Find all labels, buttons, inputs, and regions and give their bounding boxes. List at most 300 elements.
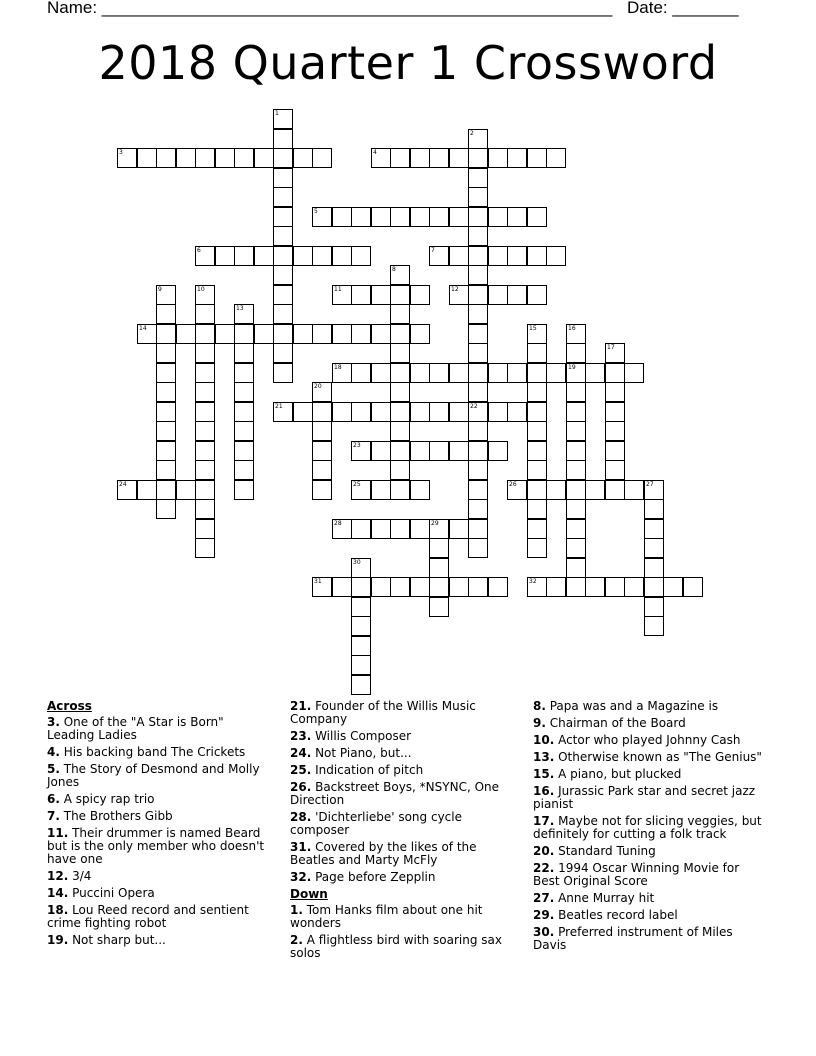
grid-cell[interactable] — [644, 597, 664, 617]
grid-cell[interactable] — [215, 324, 235, 344]
grid-cell[interactable] — [566, 577, 586, 597]
grid-cell[interactable] — [410, 324, 430, 344]
grid-cell[interactable] — [410, 441, 430, 461]
grid-cell[interactable] — [507, 285, 527, 305]
grid-cell[interactable] — [468, 285, 488, 305]
grid-cell[interactable] — [351, 402, 371, 422]
grid-cell[interactable] — [605, 480, 625, 500]
grid-cell[interactable] — [566, 499, 586, 519]
grid-cell[interactable] — [488, 363, 508, 383]
grid-cell[interactable] — [585, 577, 605, 597]
grid-cell[interactable] — [429, 402, 449, 422]
grid-cell[interactable] — [644, 480, 664, 500]
grid-cell[interactable] — [546, 577, 566, 597]
grid-cell[interactable] — [468, 480, 488, 500]
grid-cell[interactable] — [351, 285, 371, 305]
clue-item — [533, 768, 768, 781]
grid-cell[interactable] — [410, 285, 430, 305]
clue-number-label: 26 — [509, 481, 517, 488]
grid-cell[interactable] — [371, 148, 391, 168]
grid-cell[interactable] — [468, 265, 488, 285]
grid-cell[interactable] — [390, 343, 410, 363]
clue-item — [533, 845, 768, 858]
clue-number-label: 27 — [646, 481, 654, 488]
grid-cell[interactable] — [117, 148, 137, 168]
grid-cell[interactable] — [468, 577, 488, 597]
grid-cell[interactable] — [156, 421, 176, 441]
grid-cell[interactable] — [410, 480, 430, 500]
grid-cell[interactable] — [371, 324, 391, 344]
grid-cell[interactable] — [644, 499, 664, 519]
grid-cell[interactable] — [449, 285, 469, 305]
clue-item — [47, 763, 272, 789]
clue-text: Not sharp but... — [68, 933, 166, 947]
grid-cell[interactable] — [449, 519, 469, 539]
grid-cell[interactable] — [585, 363, 605, 383]
grid-cell[interactable] — [312, 441, 332, 461]
grid-cell[interactable] — [507, 363, 527, 383]
grid-cell[interactable] — [351, 675, 371, 695]
grid-cell[interactable] — [663, 577, 683, 597]
grid-cell[interactable] — [468, 460, 488, 480]
grid-cell[interactable] — [371, 207, 391, 227]
grid-cell[interactable] — [488, 441, 508, 461]
grid-cell[interactable] — [156, 343, 176, 363]
grid-cell[interactable] — [468, 226, 488, 246]
grid-cell[interactable] — [332, 207, 352, 227]
grid-cell[interactable] — [390, 148, 410, 168]
grid-cell[interactable] — [273, 226, 293, 246]
grid-cell[interactable] — [507, 246, 527, 266]
grid-cell[interactable] — [644, 616, 664, 636]
clue-text: Their drummer is named Beard but is the only member who doesn't have one — [47, 826, 265, 866]
clue-number-label: 23 — [353, 442, 361, 449]
clue-column-3 — [533, 700, 768, 956]
grid-cell[interactable] — [351, 597, 371, 617]
grid-cell[interactable] — [351, 246, 371, 266]
grid-cell[interactable] — [273, 109, 293, 129]
grid-cell[interactable] — [371, 285, 391, 305]
grid-cell[interactable] — [137, 148, 157, 168]
grid-cell[interactable] — [234, 148, 254, 168]
grid-cell[interactable] — [156, 499, 176, 519]
clue-text: Chairman of the Board — [545, 716, 686, 730]
grid-cell[interactable] — [488, 285, 508, 305]
grid-cell[interactable] — [488, 246, 508, 266]
grid-cell[interactable] — [371, 402, 391, 422]
grid-cell[interactable] — [312, 382, 332, 402]
clue-number: 16. — [533, 784, 555, 798]
grid-cell[interactable] — [683, 577, 703, 597]
grid-cell[interactable] — [312, 402, 332, 422]
grid-cell[interactable] — [410, 402, 430, 422]
grid-cell[interactable] — [137, 480, 157, 500]
grid-cell[interactable] — [624, 480, 644, 500]
grid-cell[interactable] — [273, 129, 293, 149]
grid-cell[interactable] — [429, 246, 449, 266]
grid-cell[interactable] — [195, 343, 215, 363]
grid-cell[interactable] — [254, 246, 274, 266]
grid-cell[interactable] — [644, 558, 664, 578]
grid-cell[interactable] — [410, 148, 430, 168]
grid-cell[interactable] — [273, 187, 293, 207]
grid-cell[interactable] — [566, 460, 586, 480]
grid-cell[interactable] — [527, 246, 547, 266]
grid-cell[interactable] — [332, 519, 352, 539]
grid-cell[interactable] — [332, 246, 352, 266]
grid-cell[interactable] — [449, 441, 469, 461]
grid-cell[interactable] — [527, 343, 547, 363]
grid-cell[interactable] — [195, 246, 215, 266]
grid-cell[interactable] — [312, 421, 332, 441]
grid-cell[interactable] — [293, 148, 313, 168]
grid-cell[interactable] — [566, 402, 586, 422]
grid-cell[interactable] — [390, 519, 410, 539]
grid-cell[interactable] — [234, 402, 254, 422]
grid-cell[interactable] — [468, 246, 488, 266]
clue-column-1 — [47, 700, 272, 951]
grid-cell[interactable] — [527, 324, 547, 344]
grid-cell[interactable] — [410, 207, 430, 227]
grid-cell[interactable] — [468, 538, 488, 558]
grid-cell[interactable] — [351, 519, 371, 539]
grid-cell[interactable] — [527, 148, 547, 168]
grid-cell[interactable] — [195, 363, 215, 383]
grid-cell[interactable] — [390, 285, 410, 305]
grid-cell[interactable] — [527, 441, 547, 461]
grid-cell[interactable] — [273, 363, 293, 383]
grid-cell[interactable] — [624, 577, 644, 597]
clue-text: The Brothers Gibb — [59, 809, 173, 823]
grid-cell[interactable] — [566, 421, 586, 441]
grid-cell[interactable] — [293, 402, 313, 422]
grid-cell[interactable] — [312, 324, 332, 344]
grid-cell[interactable] — [156, 304, 176, 324]
grid-cell[interactable] — [468, 129, 488, 149]
clue-number-label: 30 — [353, 559, 361, 566]
grid-cell[interactable] — [488, 402, 508, 422]
grid-cell[interactable] — [468, 187, 488, 207]
grid-cell[interactable] — [468, 304, 488, 324]
grid-cell[interactable] — [371, 480, 391, 500]
grid-cell[interactable] — [566, 324, 586, 344]
grid-cell[interactable] — [312, 207, 332, 227]
grid-cell[interactable] — [429, 207, 449, 227]
grid-cell[interactable] — [273, 265, 293, 285]
clue-item — [290, 904, 515, 930]
clue-number-label: 3 — [119, 149, 123, 156]
grid-cell[interactable] — [273, 207, 293, 227]
grid-cell[interactable] — [468, 382, 488, 402]
grid-cell[interactable] — [390, 324, 410, 344]
grid-cell[interactable] — [410, 519, 430, 539]
grid-cell[interactable] — [234, 382, 254, 402]
grid-cell[interactable] — [507, 207, 527, 227]
grid-cell[interactable] — [429, 148, 449, 168]
clue-number-label: 5 — [314, 208, 318, 215]
grid-cell[interactable] — [332, 363, 352, 383]
grid-cell[interactable] — [234, 460, 254, 480]
grid-cell[interactable] — [527, 460, 547, 480]
grid-cell[interactable] — [527, 363, 547, 383]
grid-cell[interactable] — [566, 480, 586, 500]
grid-cell[interactable] — [390, 207, 410, 227]
name-line[interactable]: Name: ______________________________________________________ — [47, 0, 613, 17]
grid-cell[interactable] — [546, 246, 566, 266]
grid-cell[interactable] — [390, 304, 410, 324]
grid-cell[interactable] — [156, 363, 176, 383]
grid-cell[interactable] — [293, 324, 313, 344]
grid-cell[interactable] — [332, 577, 352, 597]
grid-cell[interactable] — [156, 441, 176, 461]
grid-cell[interactable] — [137, 324, 157, 344]
grid-cell[interactable] — [371, 577, 391, 597]
grid-cell[interactable] — [273, 148, 293, 168]
grid-cell[interactable] — [410, 577, 430, 597]
grid-cell[interactable] — [605, 441, 625, 461]
grid-cell[interactable] — [234, 480, 254, 500]
grid-cell[interactable] — [195, 382, 215, 402]
clue-item — [533, 751, 768, 764]
clue-text: A flightless bird with soaring sax solos — [290, 933, 502, 960]
grid-cell[interactable] — [390, 577, 410, 597]
grid-cell[interactable] — [390, 265, 410, 285]
grid-cell[interactable] — [351, 363, 371, 383]
grid-cell[interactable] — [566, 343, 586, 363]
grid-cell[interactable] — [390, 480, 410, 500]
grid-cell[interactable] — [390, 421, 410, 441]
clue-text: Papa was and a Magazine is — [545, 699, 719, 713]
grid-cell[interactable] — [176, 480, 196, 500]
grid-cell[interactable] — [488, 148, 508, 168]
grid-cell[interactable] — [195, 324, 215, 344]
grid-cell[interactable] — [312, 246, 332, 266]
grid-cell[interactable] — [234, 421, 254, 441]
grid-cell[interactable] — [254, 148, 274, 168]
grid-cell[interactable] — [527, 207, 547, 227]
grid-cell[interactable] — [429, 441, 449, 461]
grid-cell[interactable] — [449, 402, 469, 422]
grid-cell[interactable] — [527, 499, 547, 519]
grid-cell[interactable] — [429, 538, 449, 558]
grid-cell[interactable] — [254, 324, 274, 344]
grid-cell[interactable] — [468, 519, 488, 539]
grid-cell[interactable] — [527, 577, 547, 597]
grid-cell[interactable] — [371, 519, 391, 539]
grid-cell[interactable] — [527, 480, 547, 500]
grid-cell[interactable] — [468, 441, 488, 461]
grid-cell[interactable] — [273, 343, 293, 363]
grid-cell[interactable] — [390, 382, 410, 402]
grid-cell[interactable] — [468, 402, 488, 422]
grid-cell[interactable] — [507, 402, 527, 422]
grid-cell[interactable] — [195, 519, 215, 539]
grid-cell[interactable] — [605, 343, 625, 363]
grid-cell[interactable] — [468, 343, 488, 363]
grid-cell[interactable] — [507, 148, 527, 168]
grid-cell[interactable] — [605, 382, 625, 402]
grid-cell[interactable] — [429, 597, 449, 617]
grid-cell[interactable] — [351, 207, 371, 227]
clue-number-label: 22 — [470, 403, 478, 410]
grid-cell[interactable] — [351, 480, 371, 500]
grid-cell[interactable] — [410, 363, 430, 383]
grid-cell[interactable] — [195, 538, 215, 558]
grid-cell[interactable] — [527, 382, 547, 402]
grid-cell[interactable] — [156, 480, 176, 500]
grid-cell[interactable] — [390, 363, 410, 383]
clue-text: A piano, but plucked — [554, 767, 682, 781]
grid-cell[interactable] — [468, 324, 488, 344]
grid-cell[interactable] — [195, 441, 215, 461]
grid-cell[interactable] — [195, 304, 215, 324]
grid-cell[interactable] — [371, 441, 391, 461]
grid-cell[interactable] — [507, 480, 527, 500]
grid-cell[interactable] — [566, 519, 586, 539]
grid-cell[interactable] — [605, 577, 625, 597]
grid-cell[interactable] — [566, 363, 586, 383]
grid-cell[interactable] — [234, 324, 254, 344]
grid-cell[interactable] — [195, 421, 215, 441]
grid-cell[interactable] — [546, 148, 566, 168]
clue-number-label: 15 — [529, 325, 537, 332]
clue-number: 14. — [47, 886, 69, 900]
grid-cell[interactable] — [156, 460, 176, 480]
clue-number-label: 28 — [334, 520, 342, 527]
grid-cell[interactable] — [468, 207, 488, 227]
clue-number-label: 4 — [373, 149, 377, 156]
grid-cell[interactable] — [234, 343, 254, 363]
grid-cell[interactable] — [390, 441, 410, 461]
grid-cell[interactable] — [156, 402, 176, 422]
grid-cell[interactable] — [527, 402, 547, 422]
grid-cell[interactable] — [449, 246, 469, 266]
grid-cell[interactable] — [273, 246, 293, 266]
grid-cell[interactable] — [527, 285, 547, 305]
grid-cell[interactable] — [488, 577, 508, 597]
grid-cell[interactable] — [273, 168, 293, 188]
date-line[interactable]: Date: _______ — [627, 0, 739, 17]
grid-cell[interactable] — [566, 538, 586, 558]
grid-cell[interactable] — [488, 207, 508, 227]
grid-cell[interactable] — [351, 577, 371, 597]
grid-cell[interactable] — [390, 402, 410, 422]
grid-cell[interactable] — [449, 148, 469, 168]
clue-text: Covered by the likes of the Beatles and Marty McFly — [290, 840, 477, 867]
grid-cell[interactable] — [195, 460, 215, 480]
grid-cell[interactable] — [605, 421, 625, 441]
grid-cell[interactable] — [351, 558, 371, 578]
grid-cell[interactable] — [351, 655, 371, 675]
grid-cell[interactable] — [371, 363, 391, 383]
grid-cell[interactable] — [156, 285, 176, 305]
grid-cell[interactable] — [546, 363, 566, 383]
grid-cell[interactable] — [644, 519, 664, 539]
grid-cell[interactable] — [605, 363, 625, 383]
grid-cell[interactable] — [215, 148, 235, 168]
grid-cell[interactable] — [273, 324, 293, 344]
grid-cell[interactable] — [156, 324, 176, 344]
grid-cell[interactable] — [351, 616, 371, 636]
grid-cell[interactable] — [176, 324, 196, 344]
grid-cell[interactable] — [176, 148, 196, 168]
grid-cell[interactable] — [332, 402, 352, 422]
grid-cell[interactable] — [585, 480, 605, 500]
grid-cell[interactable] — [351, 441, 371, 461]
grid-cell[interactable] — [468, 363, 488, 383]
grid-cell[interactable] — [234, 304, 254, 324]
grid-cell[interactable] — [449, 577, 469, 597]
grid-cell[interactable] — [312, 480, 332, 500]
grid-cell[interactable] — [117, 480, 137, 500]
grid-cell[interactable] — [234, 246, 254, 266]
grid-cell[interactable] — [566, 382, 586, 402]
grid-cell[interactable] — [234, 363, 254, 383]
grid-cell[interactable] — [293, 246, 313, 266]
grid-cell[interactable] — [195, 402, 215, 422]
grid-cell[interactable] — [468, 421, 488, 441]
grid-cell[interactable] — [312, 577, 332, 597]
grid-cell[interactable] — [195, 148, 215, 168]
grid-cell[interactable] — [546, 480, 566, 500]
grid-cell[interactable] — [312, 460, 332, 480]
grid-cell[interactable] — [390, 460, 410, 480]
grid-cell[interactable] — [351, 324, 371, 344]
grid-cell[interactable] — [644, 538, 664, 558]
clue-item — [290, 700, 515, 726]
grid-cell[interactable] — [195, 285, 215, 305]
grid-cell[interactable] — [195, 480, 215, 500]
grid-cell[interactable] — [468, 499, 488, 519]
grid-cell[interactable] — [332, 285, 352, 305]
grid-cell[interactable] — [605, 402, 625, 422]
grid-cell[interactable] — [644, 577, 664, 597]
clue-item — [533, 717, 768, 730]
grid-cell[interactable] — [566, 558, 586, 578]
grid-cell[interactable] — [468, 168, 488, 188]
grid-cell[interactable] — [312, 148, 332, 168]
grid-cell[interactable] — [429, 577, 449, 597]
grid-cell[interactable] — [527, 519, 547, 539]
grid-cell[interactable] — [624, 363, 644, 383]
clue-number-label: 10 — [197, 286, 205, 293]
grid-cell[interactable] — [468, 148, 488, 168]
grid-cell[interactable] — [273, 285, 293, 305]
grid-cell[interactable] — [273, 304, 293, 324]
grid-cell[interactable] — [234, 441, 254, 461]
grid-cell[interactable] — [273, 402, 293, 422]
clue-column-2 — [290, 700, 515, 964]
grid-cell[interactable] — [605, 460, 625, 480]
grid-cell[interactable] — [449, 363, 469, 383]
grid-cell[interactable] — [449, 207, 469, 227]
grid-cell[interactable] — [527, 421, 547, 441]
grid-cell[interactable] — [156, 148, 176, 168]
grid-cell[interactable] — [429, 558, 449, 578]
grid-cell[interactable] — [429, 519, 449, 539]
grid-cell[interactable] — [215, 246, 235, 266]
grid-cell[interactable] — [332, 324, 352, 344]
grid-cell[interactable] — [527, 538, 547, 558]
clue-item — [47, 810, 272, 823]
grid-cell[interactable] — [566, 441, 586, 461]
grid-cell[interactable] — [156, 382, 176, 402]
clue-number: 12. — [47, 869, 69, 883]
grid-cell[interactable] — [195, 499, 215, 519]
clue-text: Anne Murray hit — [554, 891, 655, 905]
grid-cell[interactable] — [351, 636, 371, 656]
grid-cell[interactable] — [429, 363, 449, 383]
